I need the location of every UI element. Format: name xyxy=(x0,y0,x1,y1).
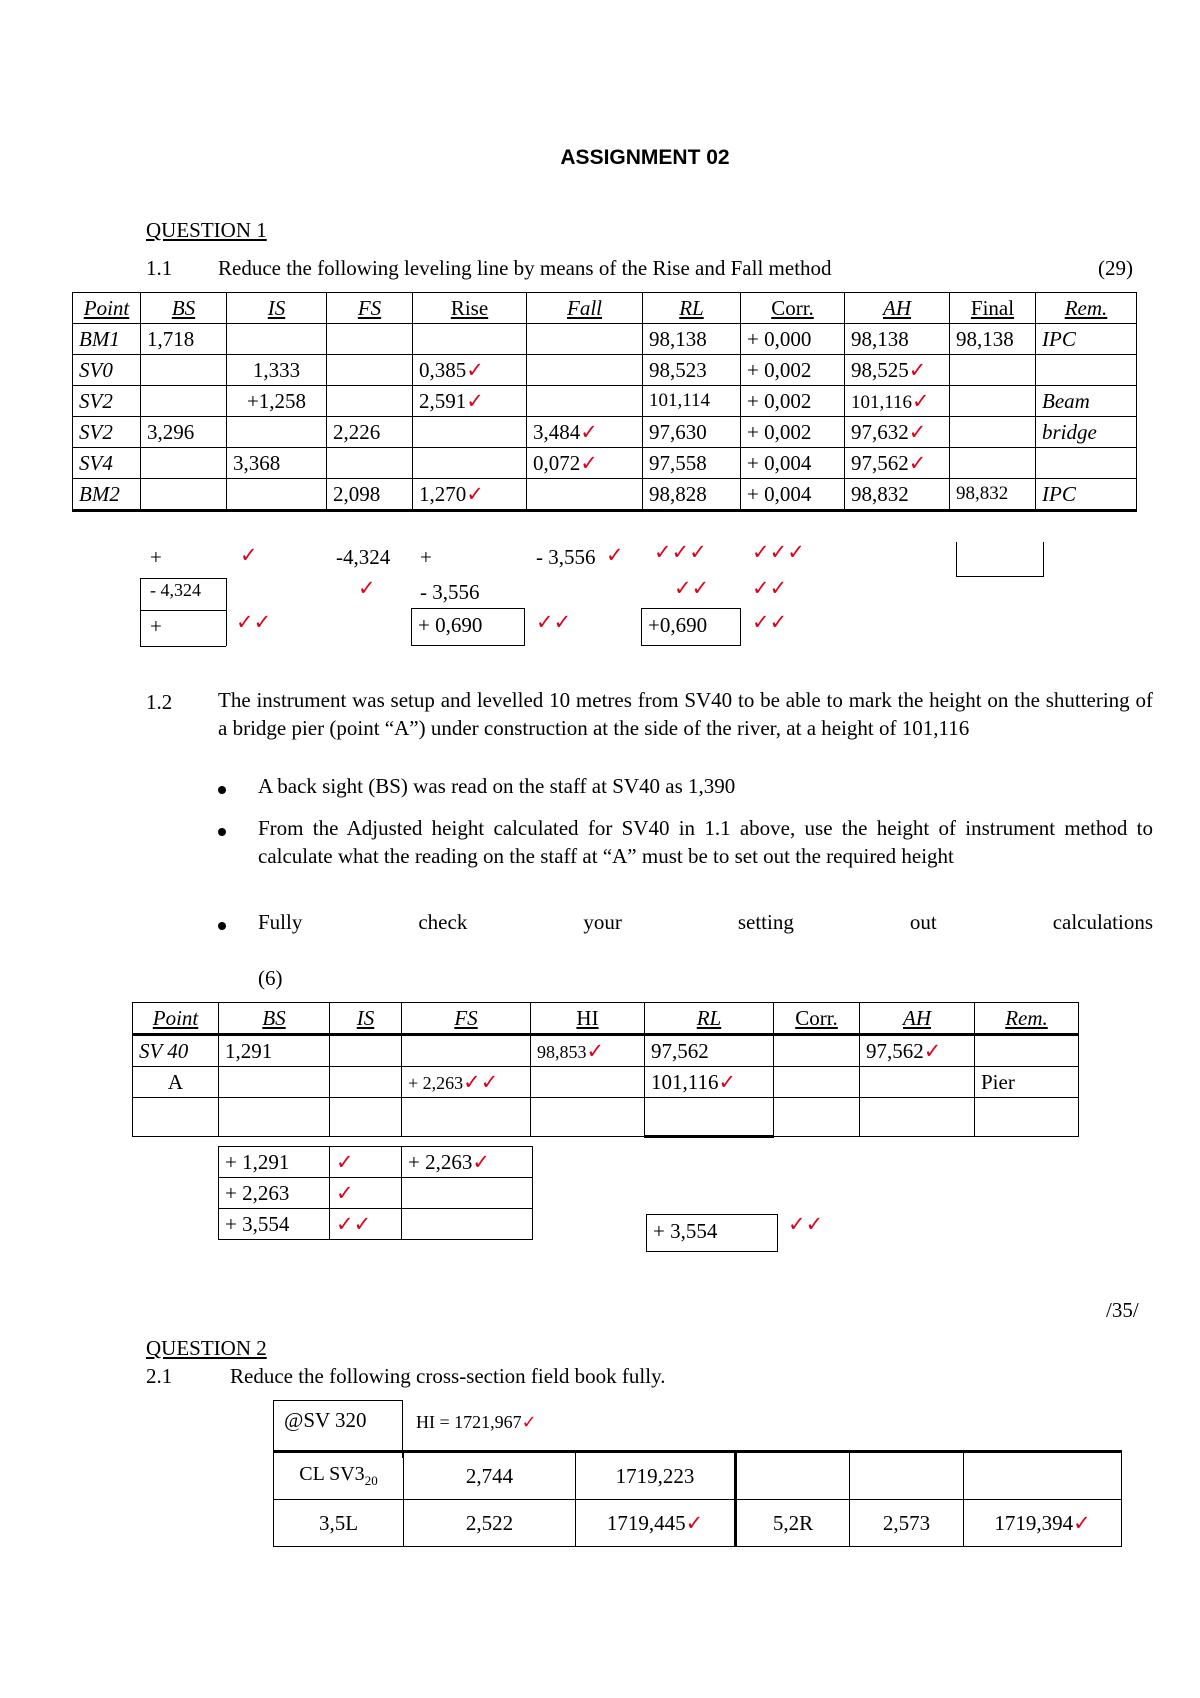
cell xyxy=(330,1147,402,1178)
cell: 1,333 xyxy=(227,355,327,386)
cell: + 0,004 xyxy=(741,448,845,479)
cell xyxy=(1036,355,1137,386)
check-mark-icon: ✓ xyxy=(908,419,927,444)
header-ah: AH xyxy=(860,1003,975,1035)
cell xyxy=(774,1067,860,1098)
cell xyxy=(527,479,643,511)
cell: SV 40 xyxy=(133,1035,219,1067)
check-mark-icon: ✓ xyxy=(912,388,930,413)
cell: +1,258 xyxy=(227,386,327,417)
cell: 2,744 xyxy=(404,1452,576,1500)
check-mark-icon: ✓✓ xyxy=(752,576,788,600)
check-mark-icon: ✓✓✓ xyxy=(752,540,805,564)
cell xyxy=(141,386,227,417)
section-1-2-text: The instrument was setup and levelled 10 metres from SV40 to be able to mark the height on the shuttering of a bridge pier (point “A”) under construction at the side of the river, at a height of 101,116 xyxy=(218,688,1153,740)
cell: 3,368 xyxy=(227,448,327,479)
cell xyxy=(860,1098,975,1137)
cell: + 0,000 xyxy=(741,324,845,355)
cell-text: 1,270 xyxy=(419,481,467,506)
table-row xyxy=(133,1035,1079,1067)
cell xyxy=(774,1035,860,1067)
header-bs: BS xyxy=(141,293,227,324)
cell xyxy=(413,417,527,448)
check-mark-icon: ✓ xyxy=(718,1069,737,1094)
cell xyxy=(330,1067,402,1098)
cell: SV0 xyxy=(73,355,141,386)
header-rl: RL xyxy=(643,293,741,324)
header-fs: FS xyxy=(402,1003,531,1035)
rule xyxy=(140,610,226,611)
check-mark-icon: ✓ xyxy=(358,576,376,600)
cell xyxy=(402,1209,533,1240)
cell xyxy=(527,417,643,448)
cell: IPC xyxy=(1036,479,1137,511)
check-mark-icon: ✓✓ xyxy=(336,1211,372,1236)
section-1-1-number: 1.1 xyxy=(146,256,173,280)
bullet-icon xyxy=(218,828,226,836)
cell xyxy=(1036,448,1137,479)
check-mark-icon: ✓ xyxy=(1073,1510,1091,1535)
table-row xyxy=(73,448,1137,479)
cell: 98,832 xyxy=(950,479,1036,511)
cell: Beam xyxy=(1036,386,1137,417)
check-mark-icon: ✓ xyxy=(586,1038,605,1063)
check-plus-2: + xyxy=(420,545,432,569)
check-plus-1: + xyxy=(150,545,162,569)
check-mark-icon: ✓ xyxy=(908,450,927,475)
header-rise: Rise xyxy=(413,293,527,324)
check-plus-3: + xyxy=(150,614,162,638)
cell xyxy=(527,448,643,479)
bullet-3: Fully check your setting out calculations xyxy=(258,910,1153,934)
bullet-1: A back sight (BS) was read on the staff at SV40 as 1,390 xyxy=(258,774,736,798)
cell xyxy=(975,1035,1079,1067)
cell xyxy=(141,448,227,479)
header-ah: AH xyxy=(845,293,950,324)
cell xyxy=(527,324,643,355)
cell: 98,832 xyxy=(845,479,950,511)
cell: + 0,002 xyxy=(741,386,845,417)
cell xyxy=(845,386,950,417)
cell xyxy=(964,1500,1122,1547)
cell xyxy=(219,1067,330,1098)
cell xyxy=(141,355,227,386)
cell: SV2 xyxy=(73,386,141,417)
cell: 98,828 xyxy=(643,479,741,511)
check-mark-icon: ✓ xyxy=(466,388,484,413)
cell: 1719,223 xyxy=(576,1452,736,1500)
header-fs: FS xyxy=(327,293,413,324)
cell xyxy=(402,1098,531,1137)
centre-line-label xyxy=(274,1452,404,1500)
cell: 97,630 xyxy=(643,417,741,448)
cell-text: 101,116 xyxy=(851,391,913,413)
cell xyxy=(950,386,1036,417)
cell xyxy=(413,479,527,511)
cell: bridge xyxy=(1036,417,1137,448)
cell xyxy=(736,1452,850,1500)
table-row xyxy=(73,324,1137,355)
header-rl: RL xyxy=(645,1003,774,1035)
cell xyxy=(527,355,643,386)
cell xyxy=(413,355,527,386)
section-2-1-text: Reduce the following cross-section field book fully. xyxy=(230,1364,666,1388)
cell-text: 0,385 xyxy=(419,357,467,382)
check-bs-minus: - 4,324 xyxy=(150,580,201,600)
cell xyxy=(950,355,1036,386)
cell: Pier xyxy=(975,1067,1079,1098)
cell xyxy=(133,1098,219,1137)
cell: 2,522 xyxy=(404,1500,576,1547)
cell xyxy=(141,479,227,511)
cell xyxy=(531,1098,645,1137)
levelling-table xyxy=(72,292,1137,512)
hi-check-table xyxy=(218,1146,533,1240)
check-mark-icon: ✓✓ xyxy=(752,610,788,634)
cell xyxy=(227,324,327,355)
cell xyxy=(950,417,1036,448)
table-row xyxy=(73,479,1137,511)
cell: 5,2R xyxy=(736,1500,850,1547)
bullet-2: From the Adjusted height calculated for SV40 in 1.1 above, use the height of instrument method to calculate what the reading on the staff at “A” must be to set out the required height xyxy=(258,816,1153,868)
cell: + 0,002 xyxy=(741,417,845,448)
table-header-row xyxy=(73,293,1137,324)
check-mark-icon: ✓ xyxy=(336,1180,354,1205)
check-mark-icon: ✓✓ xyxy=(536,610,572,634)
cell-text: 98,853 xyxy=(537,1041,587,1062)
hi-text: HI = 1721,967 xyxy=(416,1412,522,1432)
section-1-1-text: Reduce the following leveling line by means of the Rise and Fall method xyxy=(218,256,832,280)
question-1-heading: QUESTION 1 xyxy=(146,218,267,242)
check-fall-sum: - 3,556 xyxy=(536,545,596,569)
cell: + 0,004 xyxy=(741,479,845,511)
header-hi: HI xyxy=(531,1003,645,1035)
cell: BM1 xyxy=(73,324,141,355)
cell xyxy=(845,417,950,448)
check-mark-icon: ✓✓✓ xyxy=(654,540,707,564)
check-mark-icon: ✓ xyxy=(908,357,927,382)
cell xyxy=(402,1147,533,1178)
check-rl-result: +0,690 xyxy=(641,608,741,646)
final-check-box xyxy=(956,542,1044,577)
station-label: @SV 320 xyxy=(284,1408,367,1432)
cell xyxy=(950,448,1036,479)
cell: 2,226 xyxy=(327,417,413,448)
check-bs-1: + 1,291 xyxy=(219,1147,330,1178)
check-rl-box: + 3,554 xyxy=(646,1214,778,1252)
check-mark-icon: ✓ xyxy=(466,481,484,506)
cl-text: CL SV3 xyxy=(299,1463,365,1485)
cell xyxy=(860,1035,975,1067)
check-mark-icon: ✓ xyxy=(240,543,258,567)
table-header-row xyxy=(133,1003,1079,1035)
cell: 1,291 xyxy=(219,1035,330,1067)
header-rem: Rem. xyxy=(975,1003,1079,1035)
cell-text: 98,525 xyxy=(851,357,909,382)
cell-text: 3,484 xyxy=(533,419,581,444)
cell xyxy=(330,1178,402,1209)
cell: 101,114 xyxy=(643,386,741,417)
header-fall: Fall xyxy=(527,293,643,324)
cell-text: + 2,263 xyxy=(408,1072,464,1093)
section-2-1-number: 2.1 xyxy=(146,1364,173,1388)
cell: + 0,002 xyxy=(741,355,845,386)
cell-text: 2,591 xyxy=(419,388,467,413)
cell xyxy=(413,448,527,479)
hi-value xyxy=(416,1412,537,1433)
header-is: IS xyxy=(330,1003,402,1035)
rule xyxy=(140,578,226,579)
cell: A xyxy=(133,1067,219,1098)
header-point: Point xyxy=(73,293,141,324)
hi-table xyxy=(132,1002,1079,1138)
check-mark-icon: ✓✓ xyxy=(674,576,710,600)
cell: IPC xyxy=(1036,324,1137,355)
check-bs-3: + 3,554 xyxy=(219,1209,330,1240)
cell-text: 97,562 xyxy=(866,1038,924,1063)
section-1-2-marks: (6) xyxy=(258,966,283,990)
cell-text: 97,562 xyxy=(851,450,909,475)
question-1-total: /35/ xyxy=(1106,1298,1139,1322)
cl-subscript: 20 xyxy=(364,1473,378,1488)
cell: 3,296 xyxy=(141,417,227,448)
cell: 3,5L xyxy=(274,1500,404,1547)
cell xyxy=(531,1067,645,1098)
rule xyxy=(140,646,226,647)
cell xyxy=(327,324,413,355)
cell: SV4 xyxy=(73,448,141,479)
table-row xyxy=(73,386,1137,417)
bullet-icon xyxy=(218,922,226,930)
cell: 1,718 xyxy=(141,324,227,355)
header-corr: Corr. xyxy=(774,1003,860,1035)
header-corr: Corr. xyxy=(741,293,845,324)
check-mark-icon: ✓ xyxy=(472,1149,490,1174)
cell: SV2 xyxy=(73,417,141,448)
check-mark-icon: ✓ xyxy=(336,1149,354,1174)
cell-text: 0,072 xyxy=(533,450,581,475)
check-fs-1: + 2,263 xyxy=(408,1149,473,1174)
table-row xyxy=(73,355,1137,386)
cell-text: 97,632 xyxy=(851,419,909,444)
check-mark-icon: ✓ xyxy=(521,1412,537,1433)
rule xyxy=(226,578,227,646)
cell: 98,138 xyxy=(643,324,741,355)
cell xyxy=(327,355,413,386)
cell xyxy=(964,1452,1122,1500)
cross-section-table xyxy=(273,1450,1122,1547)
cell xyxy=(774,1098,860,1137)
header-rem: Rem. xyxy=(1036,293,1137,324)
header-is: IS xyxy=(227,293,327,324)
cell xyxy=(402,1178,533,1209)
check-rise-minus: - 3,556 xyxy=(420,580,480,604)
check-mark-icon: ✓ xyxy=(580,450,598,475)
header-point: Point xyxy=(133,1003,219,1035)
cell xyxy=(527,386,643,417)
cell: 2,573 xyxy=(850,1500,964,1547)
cell xyxy=(219,1098,330,1137)
table-row xyxy=(133,1067,1079,1098)
check-bs-2: + 2,263 xyxy=(219,1178,330,1209)
check-mark-icon: ✓ xyxy=(466,357,484,382)
check-mark-icon: ✓ xyxy=(580,419,598,444)
cell xyxy=(330,1098,402,1137)
cell xyxy=(330,1035,402,1067)
header-final: Final xyxy=(950,293,1036,324)
header-bs: BS xyxy=(219,1003,330,1035)
bullet-icon xyxy=(218,786,226,794)
check-mark-icon: ✓ xyxy=(606,543,624,567)
cell xyxy=(402,1067,531,1098)
check-fs-sum: -4,324 xyxy=(336,545,391,569)
question-2-heading: QUESTION 2 xyxy=(146,1336,267,1360)
cell xyxy=(860,1067,975,1098)
cell: 98,523 xyxy=(643,355,741,386)
cell: 97,562 xyxy=(645,1035,774,1067)
rule xyxy=(140,578,141,646)
cell xyxy=(845,355,950,386)
cell: BM2 xyxy=(73,479,141,511)
cell xyxy=(850,1452,964,1500)
cell xyxy=(576,1500,736,1547)
check-mark-icon: ✓✓ xyxy=(463,1069,499,1094)
section-1-2-number: 1.2 xyxy=(146,690,173,714)
cell-text: 1719,445 xyxy=(606,1510,686,1535)
cell xyxy=(645,1098,774,1137)
cell xyxy=(975,1098,1079,1137)
cell xyxy=(413,386,527,417)
cell: 97,558 xyxy=(643,448,741,479)
check-mark-icon: ✓ xyxy=(923,1038,942,1063)
cell xyxy=(327,386,413,417)
cell-text: 1719,394 xyxy=(994,1510,1074,1535)
cell xyxy=(402,1035,531,1067)
cell xyxy=(413,324,527,355)
cell: 98,138 xyxy=(950,324,1036,355)
cell xyxy=(327,448,413,479)
section-1-1-marks: (29) xyxy=(1098,256,1133,280)
cell xyxy=(845,448,950,479)
page-title: ASSIGNMENT 02 xyxy=(560,146,730,169)
table-row xyxy=(73,417,1137,448)
cell xyxy=(531,1035,645,1067)
check-mark-icon: ✓ xyxy=(685,1510,704,1535)
check-mark-icon: ✓✓ xyxy=(788,1212,824,1236)
cell: 2,098 xyxy=(327,479,413,511)
cell xyxy=(645,1067,774,1098)
cell xyxy=(227,417,327,448)
cell-text: 101,116 xyxy=(651,1069,719,1094)
cell xyxy=(330,1209,402,1240)
cell xyxy=(227,479,327,511)
check-mark-icon: ✓✓ xyxy=(236,610,272,634)
cell: 98,138 xyxy=(845,324,950,355)
check-rise-result: + 0,690 xyxy=(411,608,525,646)
table-row xyxy=(133,1098,1079,1137)
